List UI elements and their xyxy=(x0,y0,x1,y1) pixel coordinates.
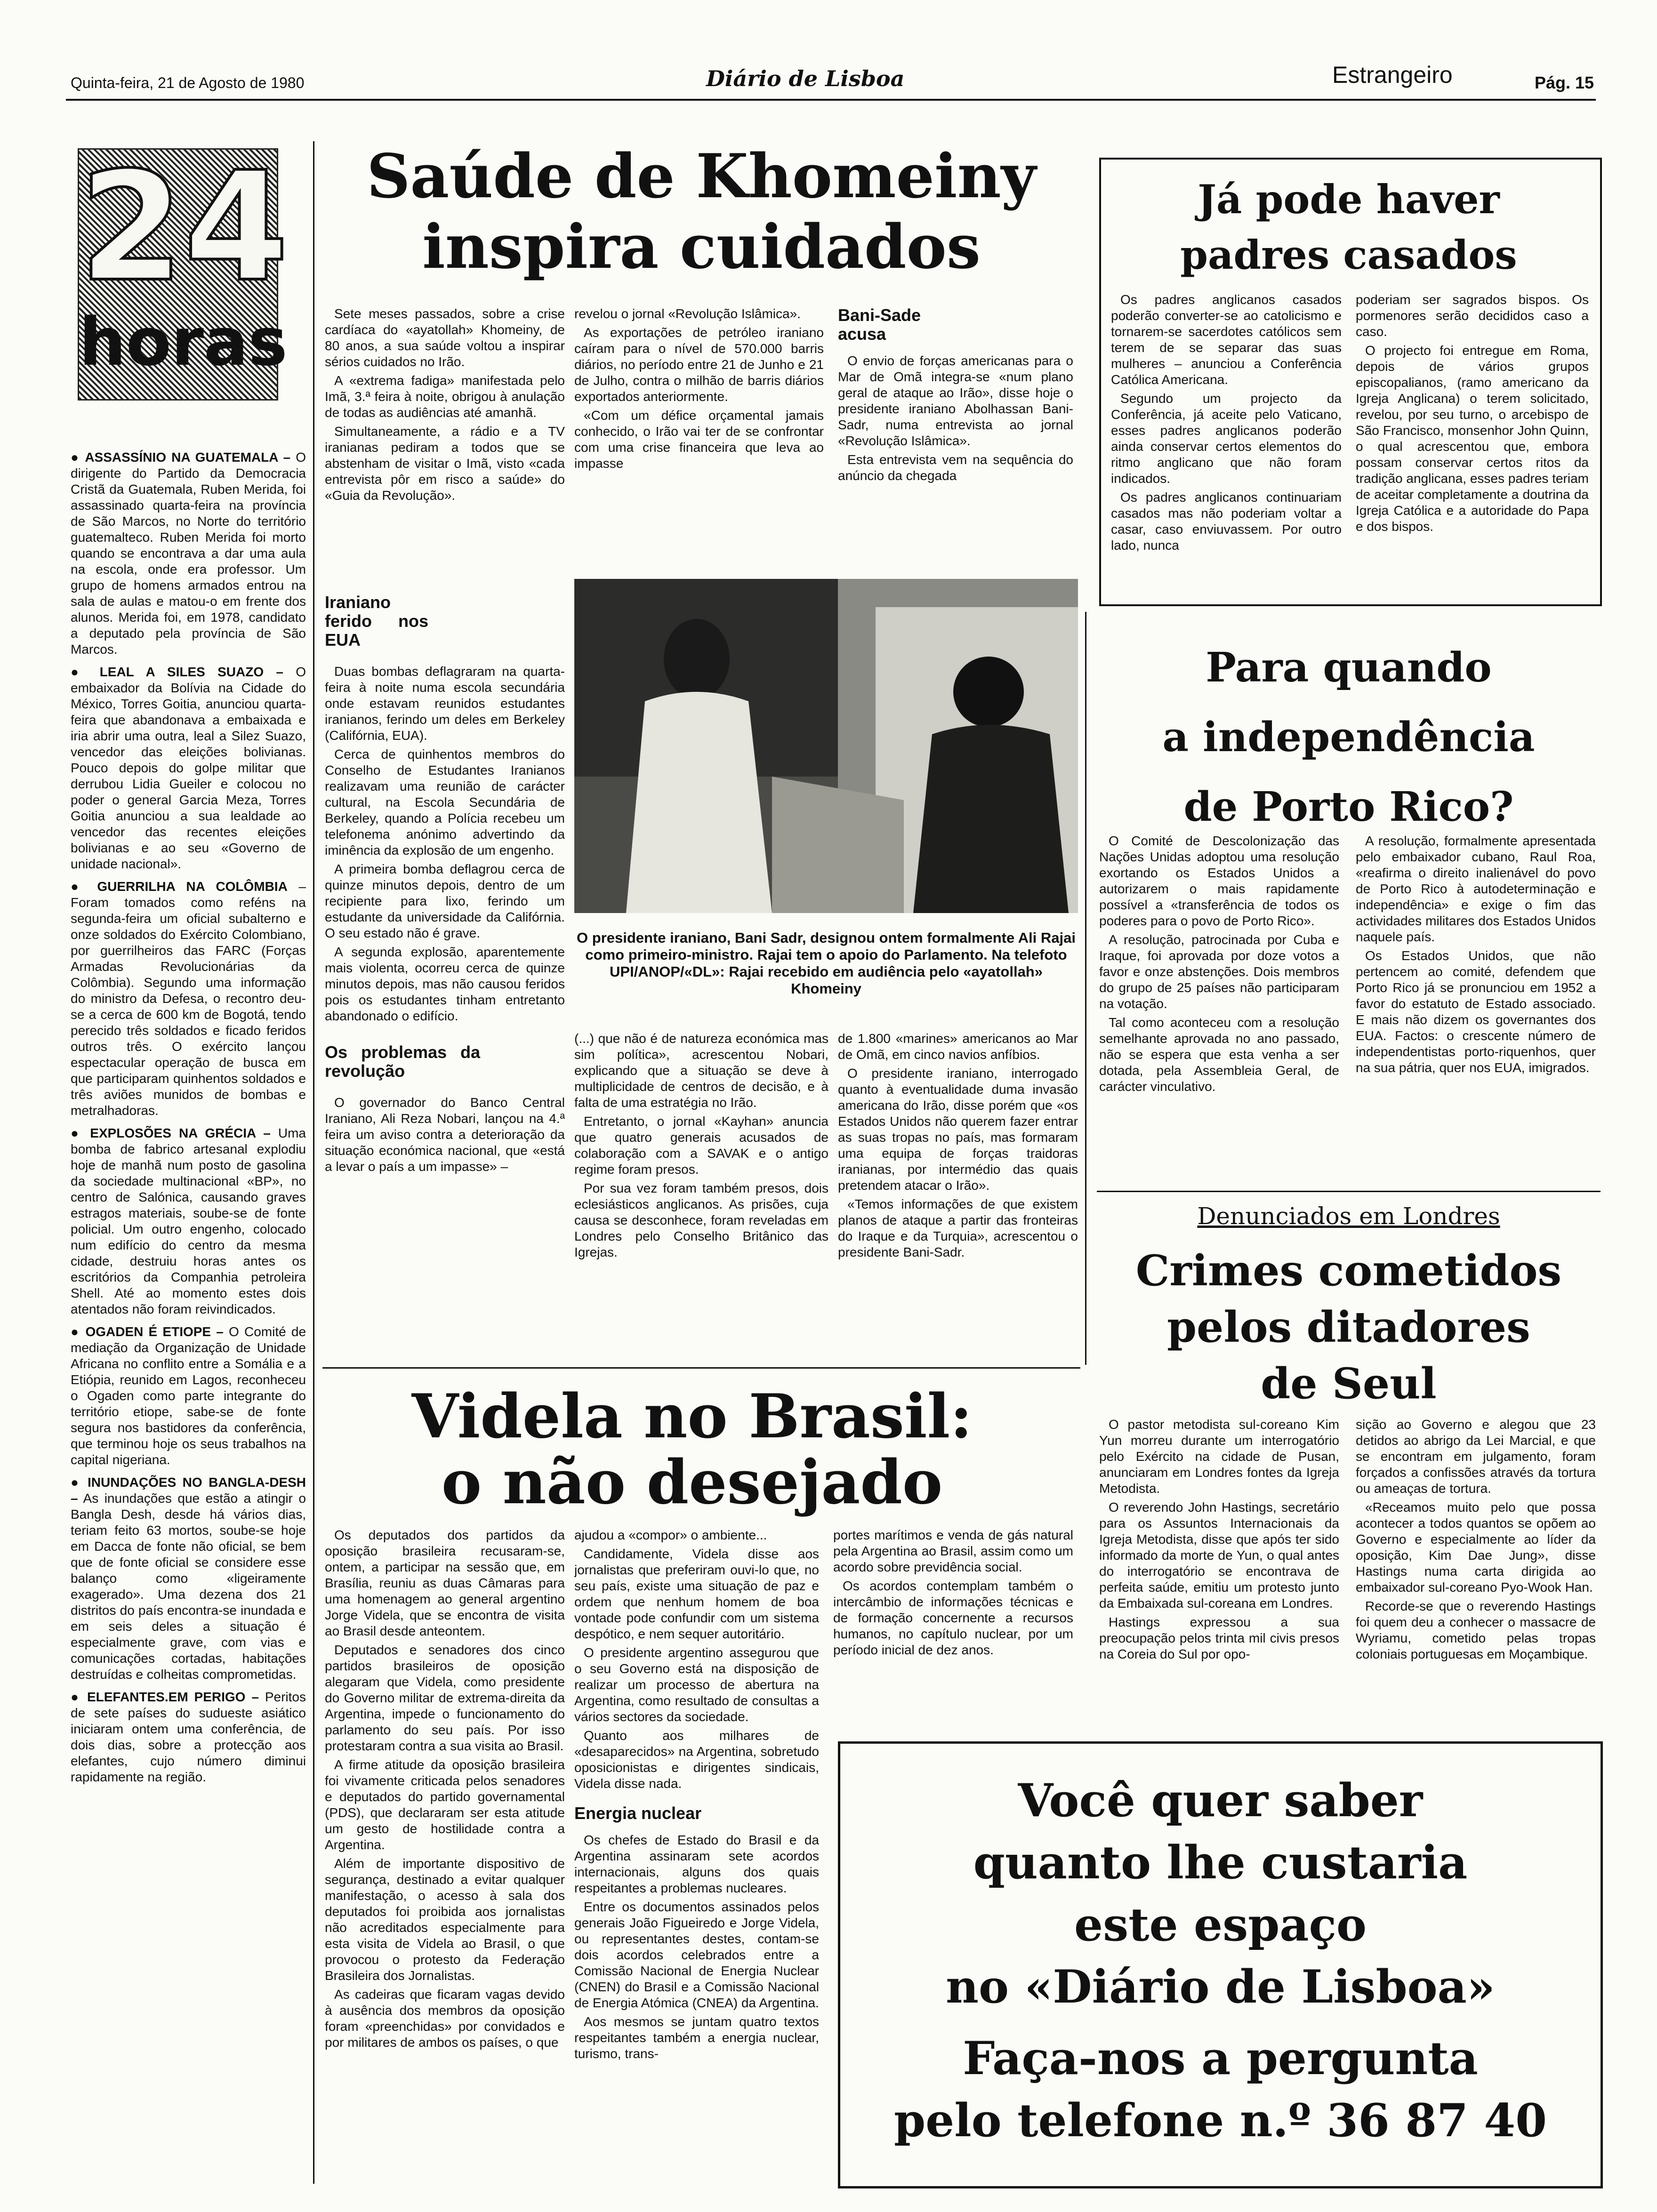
headline-line: Saúde de Khomeiny xyxy=(366,141,1037,212)
padres-col2 xyxy=(1356,292,1589,593)
paragraph: sição ao Governo e alegou que 23 detidos ao abrigo da Lei Marcial, e que se encontram em julgamento, foram forçados a confissões através da tortura ou ameaças de tortura. xyxy=(1356,1417,1596,1496)
sidebar-divider xyxy=(313,141,314,2184)
news-brief xyxy=(71,879,306,1119)
brief-title: ● OGADEN É ETIOPE – xyxy=(71,1324,224,1339)
paragraph: Além de importante dispositivo de segurança, destinado a evitar qualquer manifestação, o acesso à sala dos deputados foi proibida aos jornalistas não acreditados especialmente para esta visita de Videla ao Brasil, o que provocou o protesto da Federação Brasileira dos Jornalistas. xyxy=(325,1856,565,1983)
paragraph: Os deputados dos partidos da oposição brasileira recusaram-se, ontem, a participar na sessão que, em Brasília, reuniu as duas Câmaras para uma homenagem ao general argentino Jorge Videla, que se encontra de visita ao Brasil desde anteontem. xyxy=(325,1528,565,1638)
videla-col1 xyxy=(325,1527,565,2200)
headline-line: o não desejado xyxy=(441,1447,943,1518)
paragraph: O Comité de Descolonização das Nações Unidas adoptou uma resolução exortando os Estados Unidos a autorizarem o mais rapidamente possível a «transferência de todos os poderes para o povo de Porto Rico». xyxy=(1099,834,1339,928)
khomeiny-rajai-photo xyxy=(574,579,1078,913)
brief-title: ● ELEFANTES.EM PERIGO – xyxy=(71,1690,259,1704)
headline-line: de Seul xyxy=(1261,1359,1437,1409)
paragraph: Os padres anglicanos casados poderão converter-se ao catolicismo e tornarem-se sacerdotes católicos sem terem de se separar das suas mulheres – anunciou a Conferência Católica Americana. xyxy=(1111,292,1342,387)
subhead-problemas: Os problemas da revolução xyxy=(325,1042,480,1081)
paragraph: Recorde-se que o reverendo Hastings foi quem deu a conhecer o massacre de Wyriamu, cometido pelas tropas coloniais portuguesas em Moçambique. xyxy=(1356,1599,1596,1661)
paragraph: Entretanto, o jornal «Kayhan» anuncia que quatro generais acusados de colaboração com a SAVAK e o antigo regime foram presos. xyxy=(574,1114,828,1177)
brief-title: ● LEAL A SILES SUAZO – xyxy=(71,665,283,679)
paragraph: As exportações de petróleo iraniano caíram para o nível de 570.000 barris diários, no período entre 21 de Junho e 21 de Julho, contra o milhão de barris diários exportados anteriormente. xyxy=(574,325,824,404)
paragraph: A firme atitude da oposição brasileira foi vivamente criticada pelos senadores e deputados do partido governamental (PDS), que declararam ser esta atitude um gesto de hostilidade contra a Argentina. xyxy=(325,1757,565,1852)
paragraph: Os chefes de Estado do Brasil e da Argentina assinaram sete acordos internacionais, alguns dos quais respeitantes a problemas nucleares. xyxy=(574,1833,819,1895)
brief-title: ● ASSASSÍNIO NA GUATEMALA – xyxy=(71,450,291,465)
paragraph: Os Estados Unidos, que não pertencem ao comité, defendem que Porto Rico já se pronunciou em 1952 a favor do estatuto de Estado associado. E mais não dizem os governantes dos EUA. Factos: o crescente número de independentistas porto-riquenhos, quer na sua pátria, quer nos EUA, imigrados. xyxy=(1356,948,1596,1075)
advertisement-box xyxy=(838,1741,1603,2188)
paragraph: poderiam ser sagrados bispos. Os pormenores serão decididos caso a caso. xyxy=(1356,292,1589,339)
paragraph: O presidente iraniano, interrogado quanto à eventualidade duma invasão americana do Irão, disse porém que «os Estados Unidos não querem fazer entrar as suas tropas no país, mas formaram uma equipa de forças traidoras iranianas, por intermédio das quais pretendem atacar o Irão». xyxy=(838,1066,1078,1193)
brief-title: ● EXPLOSÕES NA GRÉCIA – xyxy=(71,1126,271,1140)
paragraph: Candidamente, Videla disse aos jornalistas que preferiram ouvi-lo que, no seu país, existe uma situação de paz e ordem que nenhum homem de boa vontade pode confundir com um sistema despótico, e nem sequer autoritário. xyxy=(574,1547,819,1641)
ad-line: no «Diário de Lisboa» xyxy=(946,1960,1495,2013)
news-brief xyxy=(71,1475,306,1683)
headline-line: de Porto Rico? xyxy=(1183,783,1514,831)
subhead-energia-nuclear: Energia nuclear xyxy=(574,1803,702,1823)
header-date: Quinta-feira, 21 de Agosto de 1980 xyxy=(71,74,305,91)
paragraph: Sete meses passados, sobre a crise cardíaca do «ayatollah» Khomeiny, de 80 anos, a sua saúde voltou a inspirar sérios cuidados no Irão. xyxy=(325,306,565,369)
portorico-col1 xyxy=(1099,833,1339,1172)
advertisement-text xyxy=(840,1770,1601,2152)
paragraph: Cerca de quinhentos membros do Conselho de Estudantes Iranianos realizavam uma reunião de carácter cultural, na Escola Secundária de Berkeley, quando a Polícia recebeu um telefonema anónimo advertindo da iminência da explosão de um engenho. xyxy=(325,747,565,858)
mid-divider xyxy=(322,1367,1080,1369)
brief-text: O embaixador da Bolívia na Cidade do México, Torres Goitia, anunciou quarta-feira que abandonava a embaixada e iria abrir uma outra, leal a Silez Suazo, vencedor das eleições bolivianas. Pouco depois do golpe militar que derrubou Lidia Gueiler e colocou no poder o general Garcia Meza, Torres Goitia anunciou a sua lealdade ao vencedor das recentes eleições bolivianas e ao seu «Governo de unidade nacional». xyxy=(71,665,306,871)
brief-text: O dirigente do Partido da Democracia Cristã da Guatemala, Ruben Merida, foi assassinado quarta-feira na província de São Marcos, no Norte do território guatemalteco. Ruben Merida foi morto quando se encontrava a dar uma aula na escola, onde era professor. Um grupo de homens armados entrou na sala de aulas e matou-o em frente dos alunos. Merida foi, em 1978, candidato a deputado pela província de São Marcos. xyxy=(71,450,306,657)
section-name: Estrangeiro xyxy=(1332,62,1453,88)
sidebar-column xyxy=(71,449,306,2191)
seul-col1 xyxy=(1099,1417,1339,1718)
brief-title: ● GUERRILHA NA COLÔMBIA xyxy=(71,879,288,894)
paragraph: «Com um défice orçamental jamais conhecido, o Irão vai ter de se confrontar com uma crise financeira que leva ao impasse xyxy=(574,408,824,471)
paragraph: O governador do Banco Central Iraniano, Ali Reza Nobari, lançou na 4.ª feira um aviso contra a deterioração da situação económica nacional, que «está a levar o país a um impasse» – xyxy=(325,1095,565,1174)
ad-line: este espaço xyxy=(1074,1898,1367,1951)
khomeiny-col3 xyxy=(838,306,1073,569)
brief-title: ● INUNDAÇÕES NO BANGLA-DESH – xyxy=(71,1475,306,1506)
paragraph: Duas bombas deflagraram na quarta-feira à noite numa escola secundária onde estavam reunidos estudantes iranianos, ferindo um deles em Berkeley (Califórnia, EUA). xyxy=(325,664,565,743)
horas-word: horas xyxy=(79,304,288,381)
paragraph: portes marítimos e venda de gás natural pela Argentina ao Brasil, assim como um acordo sobre previdência social. xyxy=(833,1528,1073,1574)
headline-line: a independência xyxy=(1162,713,1535,761)
header-rule xyxy=(66,99,1596,101)
headline-line: Para quando xyxy=(1206,644,1492,691)
paragraph: revelou o jornal «Revolução Islâmica». xyxy=(574,306,801,321)
masthead: Diário de Lisboa xyxy=(706,66,905,91)
portorico-headline xyxy=(1097,633,1601,842)
ad-line: Faça-nos a pergunta xyxy=(963,2032,1478,2085)
paragraph: (...) que não é de natureza económica mas sim política», acrescentou Nobari, explicando que a situação se deve à multiplicidade de centros de decisão, e à falta de uma estratégia no Irão. xyxy=(574,1031,828,1110)
seul-kicker: Denunciados em Londres xyxy=(1197,1202,1500,1230)
brief-text: As inundações que estão a atingir o Bangla Desh, desde há vários dias, teriam feito 63 mortos, soube-se hoje em Dacca de fonte não oficial, se bem que de fonte oficial se considere esse balanço como «ligeiramente exagerado». Uma dezena dos 21 distritos do país encontra-se inundada e em seis deles a situação é especialmente grave, com vias e comunicações cortadas, habitações destruídas e colheitas comprometidas. xyxy=(71,1491,306,1682)
ad-line: quanto lhe custaria xyxy=(973,1836,1468,1889)
center-right-divider xyxy=(1085,612,1086,1365)
khomeiny-col1 xyxy=(325,306,565,569)
paragraph: O pastor metodista sul-coreano Kim Yun morreu durante um interrogatório pelo Exército na cidade de Pusan, anunciaram em Londres fontes da Igreja Metodista. xyxy=(1099,1417,1339,1496)
padres-headline xyxy=(1102,172,1596,283)
photo-image xyxy=(574,579,1078,913)
paragraph: Aos mesmos se juntam quatro textos respeitantes também a energia nuclear, turismo, trans- xyxy=(574,2014,819,2061)
brief-text: O Comité de mediação da Organização de Unidade Africana no conflito entre a Somália e a Etiópia, reunido em Lagos, reconheceu o Ogaden como parte integrante do território etiope, sabe-se de fonte segura nos bastidores da conferência, que terminou hoje os seus trabalhos na capital nigeriana. xyxy=(71,1324,306,1467)
news-brief xyxy=(71,1125,306,1317)
paragraph: As cadeiras que ficaram vagas devido à ausência dos membros da oposição foram «preenchidas» por convidados e por militares de ambos os países, o que xyxy=(325,1987,565,2050)
seul-top-rule xyxy=(1097,1191,1601,1192)
paragraph: A resolução, formalmente apresentada pelo embaixador cubano, Raul Roa, «reafirma o direito inalienável do povo de Porto Rico à autodeterminação e independência» e exige o fim das actividades militares dos Estados Unidos naquele país. xyxy=(1356,834,1596,944)
news-brief xyxy=(71,449,306,657)
paragraph: «Receamos muito pelo que possa acontecer a todos quantos se opõem ao Governo e especialmente ao líder da oposição, Kim Dae Jung», disse Hastings numa carta dirigida ao embaixador sul-coreano Pyo-Wook Han. xyxy=(1356,1500,1596,1595)
seul-headline xyxy=(1097,1242,1601,1412)
khomeiny-lower-col1 xyxy=(574,1031,828,1313)
padres-col1 xyxy=(1111,292,1342,593)
news-brief xyxy=(71,1689,306,1785)
seul-col2 xyxy=(1356,1417,1596,1718)
brief-text: – Foram tomados como reféns na segunda-feira um oficial subalterno e onze soldados do Exército Colombiano, por guerrilheiros das FARC (Forças Armadas Revolucionárias da Colômbia). Segundo uma informação do ministro da Defesa, o recontro deu-se a cerca de 600 km de Bogotá, tendo perecido três soldados e ficado feridos outros três. O exército lançou espectacular operação de busca em que participaram quinhentos soldados e três aviões munidos de bombas e metralhadoras. xyxy=(71,879,306,1118)
paragraph: Tal como aconteceu com a resolução semelhante aprovada no ano passado, não se espera que esta venha a ser dotada, pela Assembleia Geral, de carácter vinculativo. xyxy=(1099,1015,1339,1094)
paragraph: Esta entrevista vem na sequência do anúncio da chegada xyxy=(838,452,1073,483)
paragraph: O projecto foi entregue em Roma, depois de vários grupos episcopalianos, (ramo americano da Igreja Anglicana) o terem solicitado, revelou, por seu turno, o arcebispo de São Francisco, monsenhor John Quinn, o qual acrescentou que, embora possam conservar certos ritos da tradição anglicana, esses padres teriam de aceitar completamente a doutrina da Igreja Católica e a autoridade do Papa e dos bispos. xyxy=(1356,343,1589,534)
headline-line: pelos ditadores xyxy=(1167,1302,1530,1352)
paragraph: A segunda explosão, aparentemente mais violenta, ocorreu cerca de quinze minutos depois, mas não causou feridos pois os estudantes tinham entretanto abandonado o edifício. xyxy=(325,945,565,1023)
khomeiny-headline xyxy=(325,141,1078,282)
headline-line: Já pode haver xyxy=(1198,176,1500,223)
24-number: 24 xyxy=(79,140,289,315)
videla-headline xyxy=(325,1381,1059,1518)
paragraph: O reverendo John Hastings, secretário para os Assuntos Internacionais da Igreja Metodista, disse que após ter sido informado da morte de Yun, o qual antes do interrogatório se encontrava de perfeita saúde, emitiu um protesto junto da Embaixada sul-coreana em Londres. xyxy=(1099,1500,1339,1611)
paragraph: de 1.800 «marines» americanos ao Mar de Omã, em cinco navios anfíbios. xyxy=(838,1031,1078,1062)
paragraph: Segundo um projecto da Conferência, já aceite pelo Vaticano, esses padres anglicanos poderão ainda conservar certos elementos do ritmo anglicano que não foram indicados. xyxy=(1111,391,1342,486)
paragraph: «Temos informações de que existem planos de ataque a partir das fronteiras do Iraque e da Turquia», acrescentou o presidente Bani-Sadr. xyxy=(838,1197,1078,1259)
videla-col2 xyxy=(574,1527,819,2200)
news-brief xyxy=(71,1324,306,1468)
news-brief xyxy=(71,664,306,872)
headline-line: padres casados xyxy=(1180,232,1517,278)
page-number: Pág. 15 xyxy=(1535,73,1594,92)
paragraph: Deputados e senadores dos cinco partidos brasileiros de oposição alegaram que Videla, como presidente do Governo militar de extrema-direita da Argentina, impede o funcionamento do parlamento do seu país. Por isso protestaram contra a sua visita ao Brasil. xyxy=(325,1643,565,1753)
subhead-bani-sade: Bani-Sade acusa xyxy=(838,306,921,344)
24-horas-logo xyxy=(78,140,289,401)
brief-text: Peritos de sete países do sudueste asiático iniciaram ontem uma conferência, de dois dias, sobre a protecção aos elefantes, cujo número diminui rapidamente na região. xyxy=(71,1690,306,1784)
headline-line: inspira cuidados xyxy=(422,212,981,282)
paragraph: Hastings expressou a sua preocupação pelos trinta mil civis presos na Coreia do Sul por opo- xyxy=(1099,1615,1339,1661)
paragraph: O presidente argentino assegurou que o seu Governo está na disposição de realizar um processo de abertura na Argentina, como resultado de consultas a vários sectores da sociedade. xyxy=(574,1645,819,1724)
paragraph: Os acordos contemplam também o intercâmbio de informações técnicas e de formação concernente a recursos humanos, no capítulo nuclear, por um período inicial de dez anos. xyxy=(833,1579,1073,1657)
headline-line: Crimes cometidos xyxy=(1135,1246,1562,1296)
khomeiny-left-lower xyxy=(325,593,565,1337)
brief-text: Uma bomba de fabrico artesanal explodiu hoje de manhã num posto de gasolina da sociedade multinacional «BP», no centro de Salónica, causando graves estragos materiais, soube-se de fonte policial. Um outro engenho, colocado num edifício do centro da mesma cidade, destruiu horas antes os escritórios da Companhia petroleira Shell. Até ao momento estes dois atentados não foram reivindicados. xyxy=(71,1126,306,1316)
khomeiny-lower-col2 xyxy=(838,1031,1078,1313)
paragraph: Simultaneamente, a rádio e a TV iranianas pediram a todos que se abstenham de visitar o Imã, visto «cada entrevista pôr em risco a saúde» do «Guia da Revolução». xyxy=(325,424,565,503)
ad-line: Você quer saber xyxy=(1018,1774,1423,1827)
paragraph: Por sua vez foram também presos, dois eclesiásticos anglicanos. As prisões, cuja causa se desconhece, foram reveladas em Londres pelo Conselho Britânico das Igrejas. xyxy=(574,1181,828,1259)
paragraph: ajudou a «compor» o ambiente... xyxy=(574,1528,767,1542)
paragraph: A primeira bomba deflagrou cerca de quinze minutos depois, dentro de um recipiente para lixo, ferindo um estudante da universidade da Califórnia. O seu estado não é grave. xyxy=(325,862,565,940)
paragraph: O envio de forças americanas para o Mar de Omã integra-se «num plano geral de ataque ao Irão», disse hoje o presidente iraniano Abolhassan Bani-Sadr, numa entrevista ao jornal «Revolução Islâmica». xyxy=(838,353,1073,448)
paragraph: Os padres anglicanos continuariam casados mas não poderiam voltar a casar, caso enviuvassem. Por outro lado, nunca xyxy=(1111,490,1342,553)
headline-line: Videla no Brasil: xyxy=(411,1381,973,1452)
paragraph: Entre os documentos assinados pelos generais João Figueiredo e Jorge Videla, ou representantes destes, contam-se dois acordos celebrados entre a Comissão Nacional de Energia Nuclear (CNEN) do Brasil e a Comissão Nacional de Energia Atómica (CNEA) da Argentina. xyxy=(574,1899,819,2010)
subhead-iraniano-ferido: Iraniano ferido nos EUA xyxy=(325,593,428,649)
paragraph: A resolução, patrocinada por Cuba e Iraque, foi aprovada por doze votos a favor e onze abstenções. Dois membros do grupo de 25 países não participaram na votação. xyxy=(1099,932,1339,1011)
paragraph: Quanto aos milhares de «desaparecidos» na Argentina, sobretudo oposicionistas e dirigentes sindicais, Videla disse nada. xyxy=(574,1728,819,1791)
paragraph: A «extrema fadiga» manifestada pelo Imã, 3.ª feira à noite, obrigou à anulação de todas as audiências até amanhã. xyxy=(325,373,565,420)
videla-col3 xyxy=(833,1527,1073,1734)
photo-caption: O presidente iraniano, Bani Sadr, designou ontem formalmente Ali Rajai como primeiro-ministro. Rajai tem o apoio do Parlamento. Na telefoto UPI/ANOP/«DL»: Rajai recebido em audiência pelo «ayatollah» Khomeiny xyxy=(577,930,1076,997)
khomeiny-col2 xyxy=(574,306,824,569)
ad-line: pelo telefone n.º 36 87 40 xyxy=(894,2094,1547,2147)
portorico-col2 xyxy=(1356,833,1596,1172)
